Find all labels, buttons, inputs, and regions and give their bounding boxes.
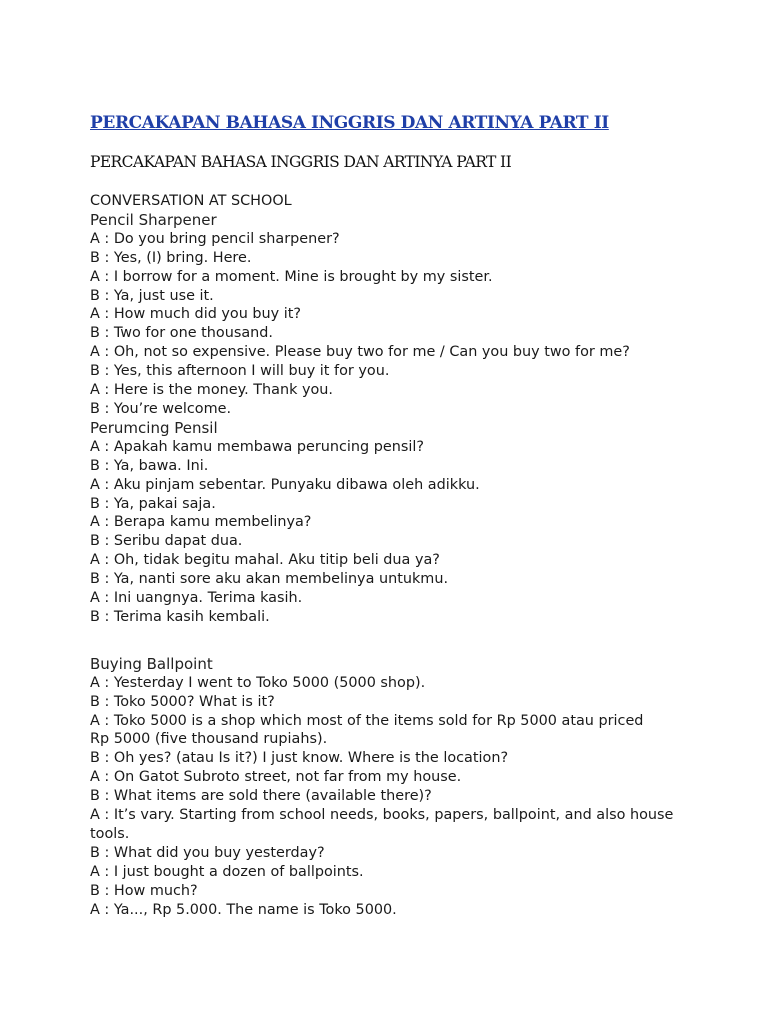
dialogue-line: B : You’re welcome. — [90, 400, 232, 417]
section-heading: Perumcing Pensil — [90, 418, 218, 437]
dialogue-line: A : Berapa kamu membelinya? — [90, 514, 312, 531]
dialogue-line: B : Terima kasih kembali. — [90, 608, 270, 625]
dialogue-line: A : Oh, not so expensive. Please buy two for me / Can you buy two for me? — [90, 344, 630, 361]
dialogue-line: A : Oh, tidak begitu mahal. Aku titip beli dua ya? — [90, 552, 440, 569]
dialogue-line: A : I borrow for a moment. Mine is brought by my sister. — [90, 268, 493, 285]
conversation-block-2 — [90, 419, 730, 627]
dialogue-line: A : On Gatot Subroto street, not far from my house. — [90, 769, 462, 786]
dialogue-line: B : Ya, bawa. Ini. — [90, 457, 209, 474]
dialogue-line: B : Seribu dapat dua. — [90, 533, 243, 550]
spacer — [90, 627, 730, 655]
dialogue-line: A : It’s vary. Starting from school needs, books, papers, ballpoint, and also house tools. — [90, 807, 674, 842]
dialogue-line: B : Ya, just use it. — [90, 287, 214, 304]
subtitle: PERCAKAPAN BAHASA INGGRIS DAN ARTINYA PART II — [90, 153, 512, 171]
dialogue-line: B : Oh yes? (atau Is it?) I just know. Where is the location? — [90, 750, 509, 767]
dialogue-line: A : Apakah kamu membawa peruncing pensil? — [90, 438, 424, 455]
dialogue-line: B : Yes, this afternoon I will buy it for you. — [90, 363, 390, 380]
dialogue-line: B : Two for one thousand. — [90, 325, 273, 342]
conversation-block-1 — [90, 211, 730, 419]
dialogue-line: A : I just bought a dozen of ballpoints. — [90, 863, 364, 880]
dialogue-line: B : How much? — [90, 882, 198, 899]
dialogue-line: A : Ini uangnya. Terima kasih. — [90, 590, 303, 607]
dialogue-line: A : Do you bring pencil sharpener? — [90, 230, 340, 247]
dialogue-line: B : Toko 5000? What is it? — [90, 693, 275, 710]
dialogue-line: A : Aku pinjam sebentar. Punyaku dibawa oleh adikku. — [90, 476, 480, 493]
dialogue-line: B : Yes, (I) bring. Here. — [90, 249, 252, 266]
dialogue-line: A : Yesterday I went to Toko 5000 (5000 shop). — [90, 674, 426, 691]
dialogue-line: B : Ya, nanti sore aku akan membelinya untukmu. — [90, 571, 449, 588]
title-link[interactable]: PERCAKAPAN BAHASA INGGRIS DAN ARTINYA PART II — [90, 113, 609, 133]
section-heading: Buying Ballpoint — [90, 654, 213, 673]
dialogue-line: A : How much did you buy it? — [90, 306, 302, 323]
dialogue-line: A : Here is the money. Thank you. — [90, 382, 333, 399]
conversation-block-3 — [90, 655, 730, 920]
section-heading: Pencil Sharpener — [90, 210, 217, 229]
section-label: CONVERSATION AT SCHOOL — [90, 193, 292, 209]
dialogue-line: B : Ya, pakai saja. — [90, 495, 216, 512]
document-page — [90, 112, 730, 920]
dialogue-line: B : What items are sold there (available there)? — [90, 788, 432, 805]
dialogue-line: A : Toko 5000 is a shop which most of the items sold for Rp 5000 atau priced Rp 5000 (five thousand rupiahs). — [90, 712, 644, 748]
dialogue-line: A : Ya..., Rp 5.000. The name is Toko 5000. — [90, 901, 397, 918]
dialogue-line: B : What did you buy yesterday? — [90, 844, 325, 861]
